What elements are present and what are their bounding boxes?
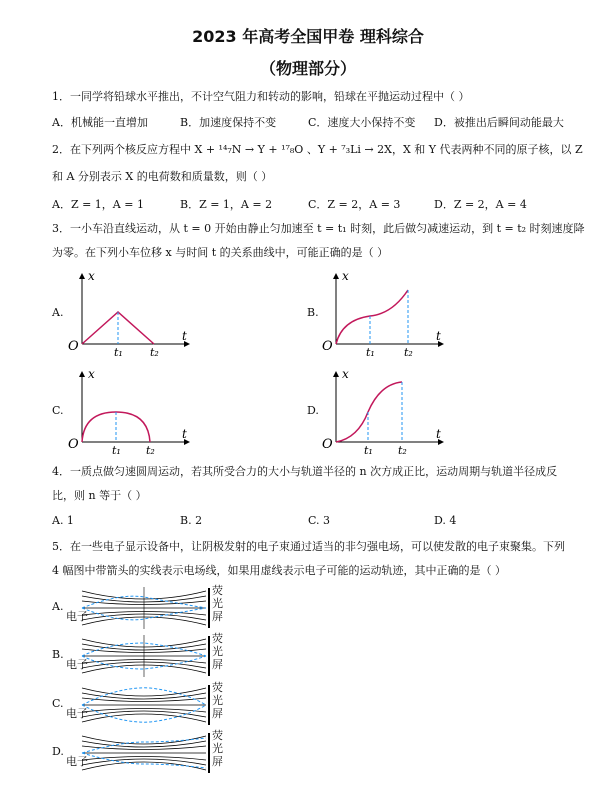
page-title: 2023 年高考全国甲卷 理科综合 <box>192 27 424 46</box>
q2-option-c: C．Z = 2，A = 3 <box>308 198 401 211</box>
svg-text:t: t <box>436 329 441 343</box>
svg-text:x: x <box>342 269 349 283</box>
q5-screen-label-b: 荧 光 屏 <box>212 632 223 671</box>
q3-option-d-label: D. <box>307 404 319 417</box>
q5-option-b-letter: B. <box>52 648 64 661</box>
svg-text:t: t <box>182 329 187 343</box>
q5-option-a-letter: A. <box>52 600 64 613</box>
q1-option-a: A．机械能一直增加 <box>52 116 148 129</box>
q5-screen-b <box>208 636 210 676</box>
q5-screen-label-d: 荧 光 屏 <box>212 729 223 768</box>
q3-graph-a <box>64 268 204 358</box>
svg-text:x: x <box>88 269 95 283</box>
q5-screen-label-a: 荧 光 屏 <box>212 584 223 623</box>
question-2-stem-line2: 和 A 分别表示 X 的电荷数和质量数，则（ ） <box>52 170 273 183</box>
svg-text:O: O <box>322 437 333 452</box>
q1-option-b: B．加速度保持不变 <box>180 116 277 129</box>
q5-option-d-letter: D. <box>52 745 64 758</box>
svg-text:x: x <box>342 367 349 381</box>
q5-screen-d <box>208 733 210 773</box>
svg-text:t₂: t₂ <box>146 444 155 456</box>
q5-electron-label: 电子 <box>66 755 88 768</box>
q2-option-a: A．Z = 1，A = 1 <box>52 198 144 211</box>
q2-option-d: D．Z = 2，A = 4 <box>434 198 527 211</box>
q4-option-d: D. 4 <box>434 514 457 527</box>
question-4-stem-line1: 4．一质点做匀速圆周运动，若其所受合力的大小与轨道半径的 n 次方成正比，运动周期与轨道半径成反 <box>52 465 558 478</box>
svg-text:t₁: t₁ <box>114 346 123 358</box>
q5-screen-c <box>208 685 210 725</box>
q4-option-b: B. 2 <box>180 514 203 527</box>
svg-text:O: O <box>322 339 333 354</box>
question-3-stem-line1: 3．一小车沿直线运动，从 t = 0 开始由静止匀加速至 t = t₁ 时刻，此后做匀减速运动，到 t = t₂ 时刻速度降 <box>52 222 585 235</box>
q3-graph-d <box>318 366 448 456</box>
question-4-stem-line2: 比，则 n 等于（ ） <box>52 489 147 502</box>
q5-field-diagram-d <box>80 730 208 776</box>
svg-text:O: O <box>68 437 79 452</box>
q5-field-diagram-c <box>80 682 208 728</box>
q5-electron-label: 电子 <box>66 707 88 720</box>
svg-text:t₁: t₁ <box>112 444 121 456</box>
q5-screen-a <box>208 588 210 628</box>
q3-graph-c <box>64 366 204 456</box>
q4-option-a: A. 1 <box>52 514 74 527</box>
question-5-stem-line2: 4 幅图中带箭头的实线表示电场线，如果用虚线表示电子可能的运动轨迹，其中正确的是（ ） <box>52 564 506 577</box>
page-subtitle: （物理部分） <box>259 59 356 78</box>
q1-option-c: C．速度大小保持不变 <box>308 116 416 129</box>
svg-text:x: x <box>88 367 95 381</box>
q5-field-diagram-b <box>80 633 208 679</box>
svg-text:t₁: t₁ <box>364 444 373 456</box>
svg-text:t₁: t₁ <box>366 346 375 358</box>
question-2-stem-line1: 2．在下列两个核反应方程中 X + ¹⁴₇N → Y + ¹⁷₈O 、Y + ⁷₃Li → 2X，X 和 Y 代表两种不同的原子核，以 Z <box>52 143 583 156</box>
svg-text:t: t <box>182 427 187 441</box>
q2-option-b: B．Z = 1，A = 2 <box>180 198 273 211</box>
q3-option-b-label: B. <box>307 306 319 319</box>
q5-screen-label-c: 荧 光 屏 <box>212 681 223 720</box>
svg-text:O: O <box>68 339 79 354</box>
svg-text:t₂: t₂ <box>404 346 413 358</box>
q5-option-c-letter: C. <box>52 697 64 710</box>
q5-field-diagram-a <box>80 585 208 631</box>
q5-electron-label: 电子 <box>66 658 88 671</box>
svg-text:t₂: t₂ <box>398 444 407 456</box>
svg-text:t₂: t₂ <box>150 346 159 358</box>
question-5-stem-line1: 5．在一些电子显示设备中，让阴极发射的电子束通过适当的非匀强电场，可以使发散的电子束聚集。下列 <box>52 540 565 553</box>
question-3-stem-line2: 为零。在下列小车位移 x 与时间 t 的关系曲线中，可能正确的是（ ） <box>52 246 389 259</box>
q3-option-a-label: A. <box>52 306 64 319</box>
q3-option-c-label: C. <box>52 404 64 417</box>
question-1-stem: 1．一同学将铅球水平推出，不计空气阻力和转动的影响，铅球在平抛运动过程中（ ） <box>52 90 470 103</box>
q4-option-c: C. 3 <box>308 514 331 527</box>
q1-option-d: D．被推出后瞬间动能最大 <box>434 116 564 129</box>
q5-electron-label: 电子 <box>66 610 88 623</box>
svg-text:t: t <box>436 427 441 441</box>
q3-graph-b <box>318 268 448 358</box>
